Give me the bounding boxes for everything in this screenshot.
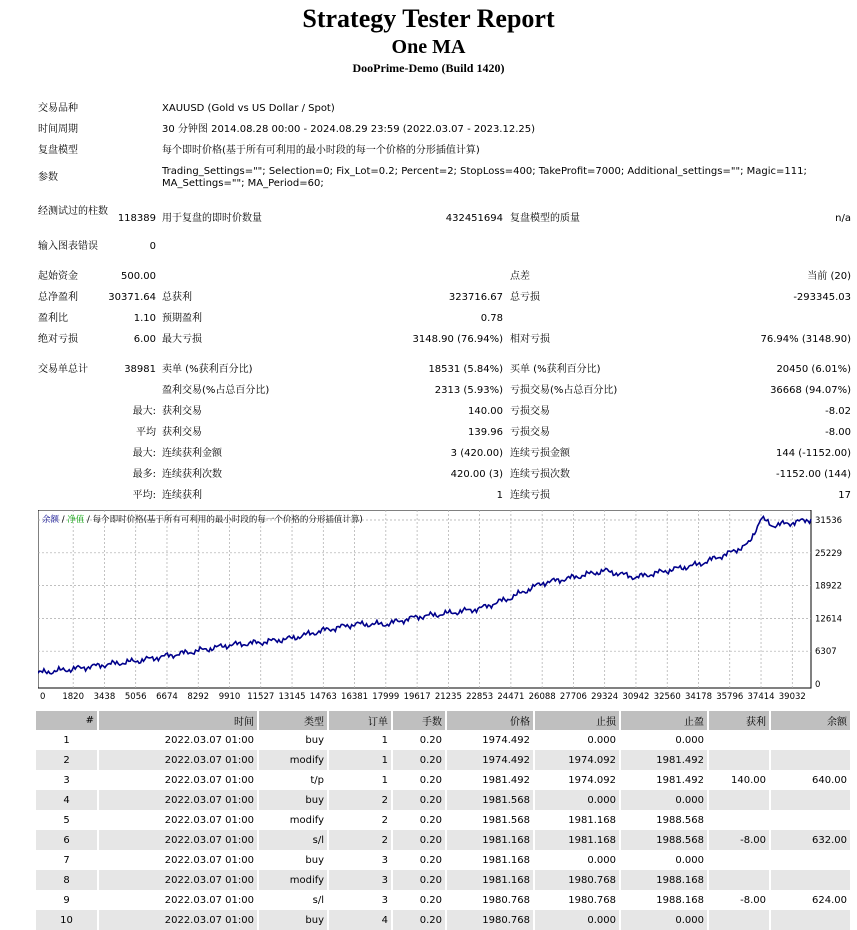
table-cell: 1981.168 <box>534 830 620 850</box>
short-value: 18531 (5.84%) <box>428 364 503 375</box>
gross-profit-value: 323716.67 <box>448 292 503 303</box>
table-cell: 0.20 <box>392 810 446 830</box>
x-tick-label: 14763 <box>309 692 337 702</box>
table-cell <box>708 910 770 930</box>
x-tick-label: 0 <box>40 692 46 702</box>
rel-drawdown-label: 相对亏损 <box>510 334 550 345</box>
avg-profit-label: 获利交易 <box>162 427 202 438</box>
avg-consec-win-value: 1 <box>496 490 503 501</box>
loss-trades-value: 36668 (94.07%) <box>770 385 851 396</box>
table-cell: 0.000 <box>534 850 620 870</box>
total-trades-label: 交易单总计 <box>38 364 88 375</box>
table-cell: 0.20 <box>392 890 446 910</box>
table-cell: 1988.168 <box>620 890 708 910</box>
spread-label: 点差 <box>510 271 530 282</box>
col-header: 余额 <box>770 711 851 730</box>
table-cell: 0.20 <box>392 830 446 850</box>
quality-label: 复盘模型的质量 <box>510 213 580 224</box>
col-header: # <box>36 711 98 730</box>
avg-consec-prefix: 平均: <box>132 490 156 501</box>
table-cell: 0.20 <box>392 870 446 890</box>
table-cell: 140.00 <box>708 770 770 790</box>
table-cell: 3 <box>328 870 392 890</box>
table-cell: 3 <box>328 850 392 870</box>
table-cell: 0.000 <box>534 790 620 810</box>
table-cell: 10 <box>36 910 98 930</box>
x-tick-label: 29324 <box>591 692 619 702</box>
avg-profit-value: 139.96 <box>468 427 503 438</box>
orders-body <box>36 730 851 930</box>
profit-factor-label: 盈利比 <box>38 313 68 324</box>
table-cell: 1 <box>328 730 392 750</box>
table-row <box>36 830 851 850</box>
table-cell: 0.20 <box>392 770 446 790</box>
params-line2: MA_Settings=""; MA_Period=60; <box>162 178 324 189</box>
model-value: 每个即时价格(基于所有可利用的最小时段的每一个价格的分形插值计算) <box>162 145 480 156</box>
table-cell: 0.000 <box>534 910 620 930</box>
table-cell: 9 <box>36 890 98 910</box>
table-cell: 2022.03.07 01:00 <box>98 890 258 910</box>
errors-label: 输入图表错误 <box>38 241 98 252</box>
col-header: 订单 <box>328 711 392 730</box>
most-consec-prefix: 最多: <box>132 469 156 480</box>
table-cell: 2 <box>36 750 98 770</box>
x-tick-label: 8292 <box>187 692 210 702</box>
y-tick-label: 31536 <box>815 516 843 526</box>
table-cell: 7 <box>36 850 98 870</box>
most-consec-loss-value: -1152.00 (144) <box>775 469 851 480</box>
table-cell: 1981.568 <box>446 810 534 830</box>
report-title: Strategy Tester Report <box>302 4 555 33</box>
symbol-label: 交易品种 <box>38 103 78 114</box>
expected-payoff-value: 0.78 <box>480 313 503 324</box>
x-tick-label: 13145 <box>278 692 306 702</box>
table-cell: 1981.492 <box>446 770 534 790</box>
table-cell: buy <box>258 790 328 810</box>
table-cell: t/p <box>258 770 328 790</box>
largest-profit-value: 140.00 <box>468 406 503 417</box>
orders-table <box>36 711 852 930</box>
table-cell: 1 <box>36 730 98 750</box>
bars-value: 118389 <box>117 213 156 224</box>
table-cell: 2022.03.07 01:00 <box>98 870 258 890</box>
period-value: 30 分钟图 2014.08.28 00:00 - 2024.08.29 23:59 (2022.03.07 - 2023.12.25) <box>162 124 536 135</box>
table-cell: 0.000 <box>620 790 708 810</box>
table-cell: 1 <box>328 750 392 770</box>
max-consec-win-value: 3 (420.00) <box>450 448 503 459</box>
table-cell: 2022.03.07 01:00 <box>98 810 258 830</box>
table-cell: 2022.03.07 01:00 <box>98 850 258 870</box>
legend-equity: 净值 <box>67 515 85 525</box>
ticks-label: 用于复盘的即时价数量 <box>162 213 262 224</box>
largest-loss-value: -8.02 <box>825 406 851 417</box>
profit-trades-value: 2313 (5.93%) <box>434 385 503 396</box>
max-drawdown-value: 3148.90 (76.94%) <box>412 334 503 345</box>
largest-prefix: 最大: <box>132 406 156 417</box>
table-cell <box>770 730 851 750</box>
table-cell: 1981.168 <box>446 870 534 890</box>
col-header: 获利 <box>708 711 770 730</box>
long-value: 20450 (6.01%) <box>776 364 851 375</box>
table-cell: 1974.092 <box>534 770 620 790</box>
table-cell: 1988.568 <box>620 830 708 850</box>
table-cell: 0.20 <box>392 850 446 870</box>
table-cell: 3 <box>36 770 98 790</box>
chart-legend <box>42 514 363 525</box>
table-cell: 2022.03.07 01:00 <box>98 750 258 770</box>
short-label: 卖单 (%获利百分比) <box>162 364 253 375</box>
table-cell <box>770 850 851 870</box>
x-tick-label: 9910 <box>218 692 241 702</box>
abs-drawdown-label: 绝对亏损 <box>38 334 78 345</box>
table-row <box>36 870 851 890</box>
legend-balance: 余额 <box>42 515 60 525</box>
largest-loss-label: 亏损交易 <box>510 406 550 417</box>
params-label: 参数 <box>38 172 58 183</box>
most-consec-profit-value: 420.00 (3) <box>450 469 503 480</box>
profit-factor-value: 1.10 <box>133 313 156 324</box>
table-cell: 5 <box>36 810 98 830</box>
x-tick-label: 32560 <box>653 692 681 702</box>
table-cell: 2022.03.07 01:00 <box>98 770 258 790</box>
x-tick-label: 17999 <box>372 692 400 702</box>
period-label: 时间周期 <box>38 124 78 135</box>
profit-trades-label: 盈利交易(%占总百分比) <box>162 385 270 396</box>
errors-value: 0 <box>149 241 156 252</box>
table-cell: 8 <box>36 870 98 890</box>
table-cell: 632.00 <box>770 830 851 850</box>
avg-loss-value: -8.00 <box>825 427 851 438</box>
max-consec-prefix: 最大: <box>132 448 156 459</box>
x-tick-label: 21235 <box>434 692 462 702</box>
table-cell: s/l <box>258 890 328 910</box>
table-cell: 1980.768 <box>446 910 534 930</box>
net-profit-value: 30371.64 <box>108 292 156 303</box>
table-cell: 1988.168 <box>620 870 708 890</box>
table-cell: 1974.092 <box>534 750 620 770</box>
table-cell <box>708 850 770 870</box>
orders-header-row <box>36 711 851 730</box>
table-cell: buy <box>258 910 328 930</box>
server-build: DooPrime-Demo (Build 1420) <box>352 61 505 75</box>
table-cell: 1980.768 <box>534 870 620 890</box>
x-tick-label: 35796 <box>716 692 744 702</box>
table-cell: 3 <box>328 890 392 910</box>
chart-x-ticks <box>40 692 806 702</box>
table-cell <box>770 750 851 770</box>
table-cell: 2 <box>328 790 392 810</box>
table-cell: 1980.768 <box>446 890 534 910</box>
table-cell: 1981.492 <box>620 750 708 770</box>
x-tick-label: 22853 <box>466 692 494 702</box>
table-cell: -8.00 <box>708 890 770 910</box>
table-cell: 4 <box>36 790 98 810</box>
y-tick-label: 25229 <box>815 548 843 559</box>
x-tick-label: 34178 <box>684 692 713 702</box>
table-cell: 640.00 <box>770 770 851 790</box>
balance-chart <box>38 510 851 702</box>
table-cell: 0.20 <box>392 730 446 750</box>
table-cell: s/l <box>258 830 328 850</box>
x-tick-label: 26088 <box>528 692 556 702</box>
table-cell: 1980.768 <box>534 890 620 910</box>
gross-loss-value: -293345.03 <box>793 292 851 303</box>
x-tick-label: 1820 <box>62 692 84 702</box>
table-cell <box>770 910 851 930</box>
largest-profit-label: 获利交易 <box>162 406 202 417</box>
avg-loss-label: 亏损交易 <box>510 427 550 438</box>
symbol-value: XAUUSD (Gold vs US Dollar / Spot) <box>162 103 335 114</box>
table-cell: 0.000 <box>620 910 708 930</box>
col-header: 止损 <box>534 711 620 730</box>
table-cell <box>770 870 851 890</box>
x-tick-label: 27706 <box>559 692 587 702</box>
table-cell: 1981.492 <box>620 770 708 790</box>
most-consec-loss-label: 连续亏损次数 <box>510 469 570 480</box>
total-trades-value: 38981 <box>124 364 156 375</box>
table-cell: modify <box>258 870 328 890</box>
table-cell: 1974.492 <box>446 730 534 750</box>
table-cell: buy <box>258 730 328 750</box>
x-tick-label: 6674 <box>156 692 178 702</box>
table-row <box>36 810 851 830</box>
average-prefix: 平均 <box>136 427 156 438</box>
abs-drawdown-value: 6.00 <box>133 334 156 345</box>
table-cell: modify <box>258 750 328 770</box>
chart-y-ticks <box>815 516 842 690</box>
table-cell: 1981.568 <box>446 790 534 810</box>
table-cell: 1974.492 <box>446 750 534 770</box>
table-cell: 2022.03.07 01:00 <box>98 830 258 850</box>
table-cell: 1981.168 <box>446 850 534 870</box>
table-row <box>36 890 851 910</box>
table-cell: 0.20 <box>392 750 446 770</box>
table-cell: 0.000 <box>620 730 708 750</box>
expected-payoff-label: 预期盈利 <box>162 313 202 324</box>
table-cell: 2022.03.07 01:00 <box>98 730 258 750</box>
x-tick-label: 19617 <box>403 692 431 702</box>
net-profit-label: 总净盈利 <box>38 292 78 303</box>
y-tick-label: 18922 <box>815 581 843 592</box>
expert-name: One MA <box>391 36 466 58</box>
table-cell: buy <box>258 850 328 870</box>
col-header: 止盈 <box>620 711 708 730</box>
deposit-label: 起始资金 <box>38 271 78 282</box>
table-cell: 2022.03.07 01:00 <box>98 910 258 930</box>
avg-consec-loss-label: 连续亏损 <box>510 490 550 501</box>
x-tick-label: 11527 <box>247 692 275 702</box>
table-cell: 624.00 <box>770 890 851 910</box>
quality-value: n/a <box>835 213 851 224</box>
table-cell <box>708 870 770 890</box>
table-cell <box>770 790 851 810</box>
ticks-value: 432451694 <box>445 213 503 224</box>
col-header: 手数 <box>392 711 446 730</box>
avg-consec-win-label: 连续获利 <box>162 490 202 501</box>
gross-profit-label: 总获利 <box>162 292 192 303</box>
x-tick-label: 30942 <box>622 692 650 702</box>
table-row <box>36 850 851 870</box>
model-label: 复盘模型 <box>38 145 78 156</box>
table-cell: 1 <box>328 770 392 790</box>
table-row <box>36 750 851 770</box>
table-cell: 2 <box>328 830 392 850</box>
table-row <box>36 730 851 750</box>
max-drawdown-label: 最大亏损 <box>162 334 202 345</box>
table-cell: 2 <box>328 810 392 830</box>
x-tick-label: 39032 <box>778 692 806 702</box>
avg-consec-loss-value: 17 <box>838 490 851 501</box>
bars-label: 经测试过的柱数 <box>38 206 108 217</box>
y-tick-label: 12614 <box>815 614 843 625</box>
table-row <box>36 790 851 810</box>
table-cell: 2022.03.07 01:00 <box>98 790 258 810</box>
table-row <box>36 770 851 790</box>
loss-trades-label: 亏损交易(%占总百分比) <box>510 385 618 396</box>
table-cell <box>708 750 770 770</box>
table-cell: 1988.568 <box>620 810 708 830</box>
params-line1: Trading_Settings=""; Selection=0; Fix_Lot=0.2; Percent=2; StopLoss=400; TakeProfit=7000; Additional_settings=""; Magic=111; <box>162 166 807 177</box>
table-cell: 1981.168 <box>534 810 620 830</box>
max-consec-win-label: 连续获利金额 <box>162 448 222 459</box>
table-cell: -8.00 <box>708 830 770 850</box>
table-cell <box>708 730 770 750</box>
x-tick-label: 3438 <box>93 692 116 702</box>
table-cell: 0.20 <box>392 910 446 930</box>
table-cell: 0.000 <box>534 730 620 750</box>
col-header: 价格 <box>446 711 534 730</box>
table-cell: modify <box>258 810 328 830</box>
most-consec-profit-label: 连续获利次数 <box>162 469 222 480</box>
x-tick-label: 24471 <box>497 692 525 702</box>
col-header: 时间 <box>98 711 258 730</box>
table-cell: 1981.168 <box>446 830 534 850</box>
table-cell <box>708 790 770 810</box>
col-header: 类型 <box>258 711 328 730</box>
x-tick-label: 37414 <box>747 692 775 702</box>
rel-drawdown-value: 76.94% (3148.90) <box>760 334 851 345</box>
x-tick-label: 5056 <box>124 692 147 702</box>
table-cell <box>770 810 851 830</box>
long-label: 买单 (%获利百分比) <box>510 364 601 375</box>
table-row <box>36 910 851 930</box>
x-tick-label: 16381 <box>341 692 369 702</box>
y-tick-label: 0 <box>815 680 821 690</box>
max-consec-loss-label: 连续亏损金额 <box>510 448 570 459</box>
legend-separator: / <box>59 515 68 525</box>
table-cell: 0.20 <box>392 790 446 810</box>
table-cell: 6 <box>36 830 98 850</box>
table-cell: 4 <box>328 910 392 930</box>
deposit-value: 500.00 <box>121 271 156 282</box>
max-consec-loss-value: 144 (-1152.00) <box>775 448 851 459</box>
gross-loss-label: 总亏损 <box>510 292 540 303</box>
table-cell <box>708 810 770 830</box>
y-tick-label: 6307 <box>815 647 837 658</box>
table-cell: 0.000 <box>620 850 708 870</box>
legend-description: / 每个即时价格(基于所有可利用的最小时段的每一个价格的分形插值计算) <box>84 515 363 525</box>
spread-value: 当前 (20) <box>807 271 851 282</box>
